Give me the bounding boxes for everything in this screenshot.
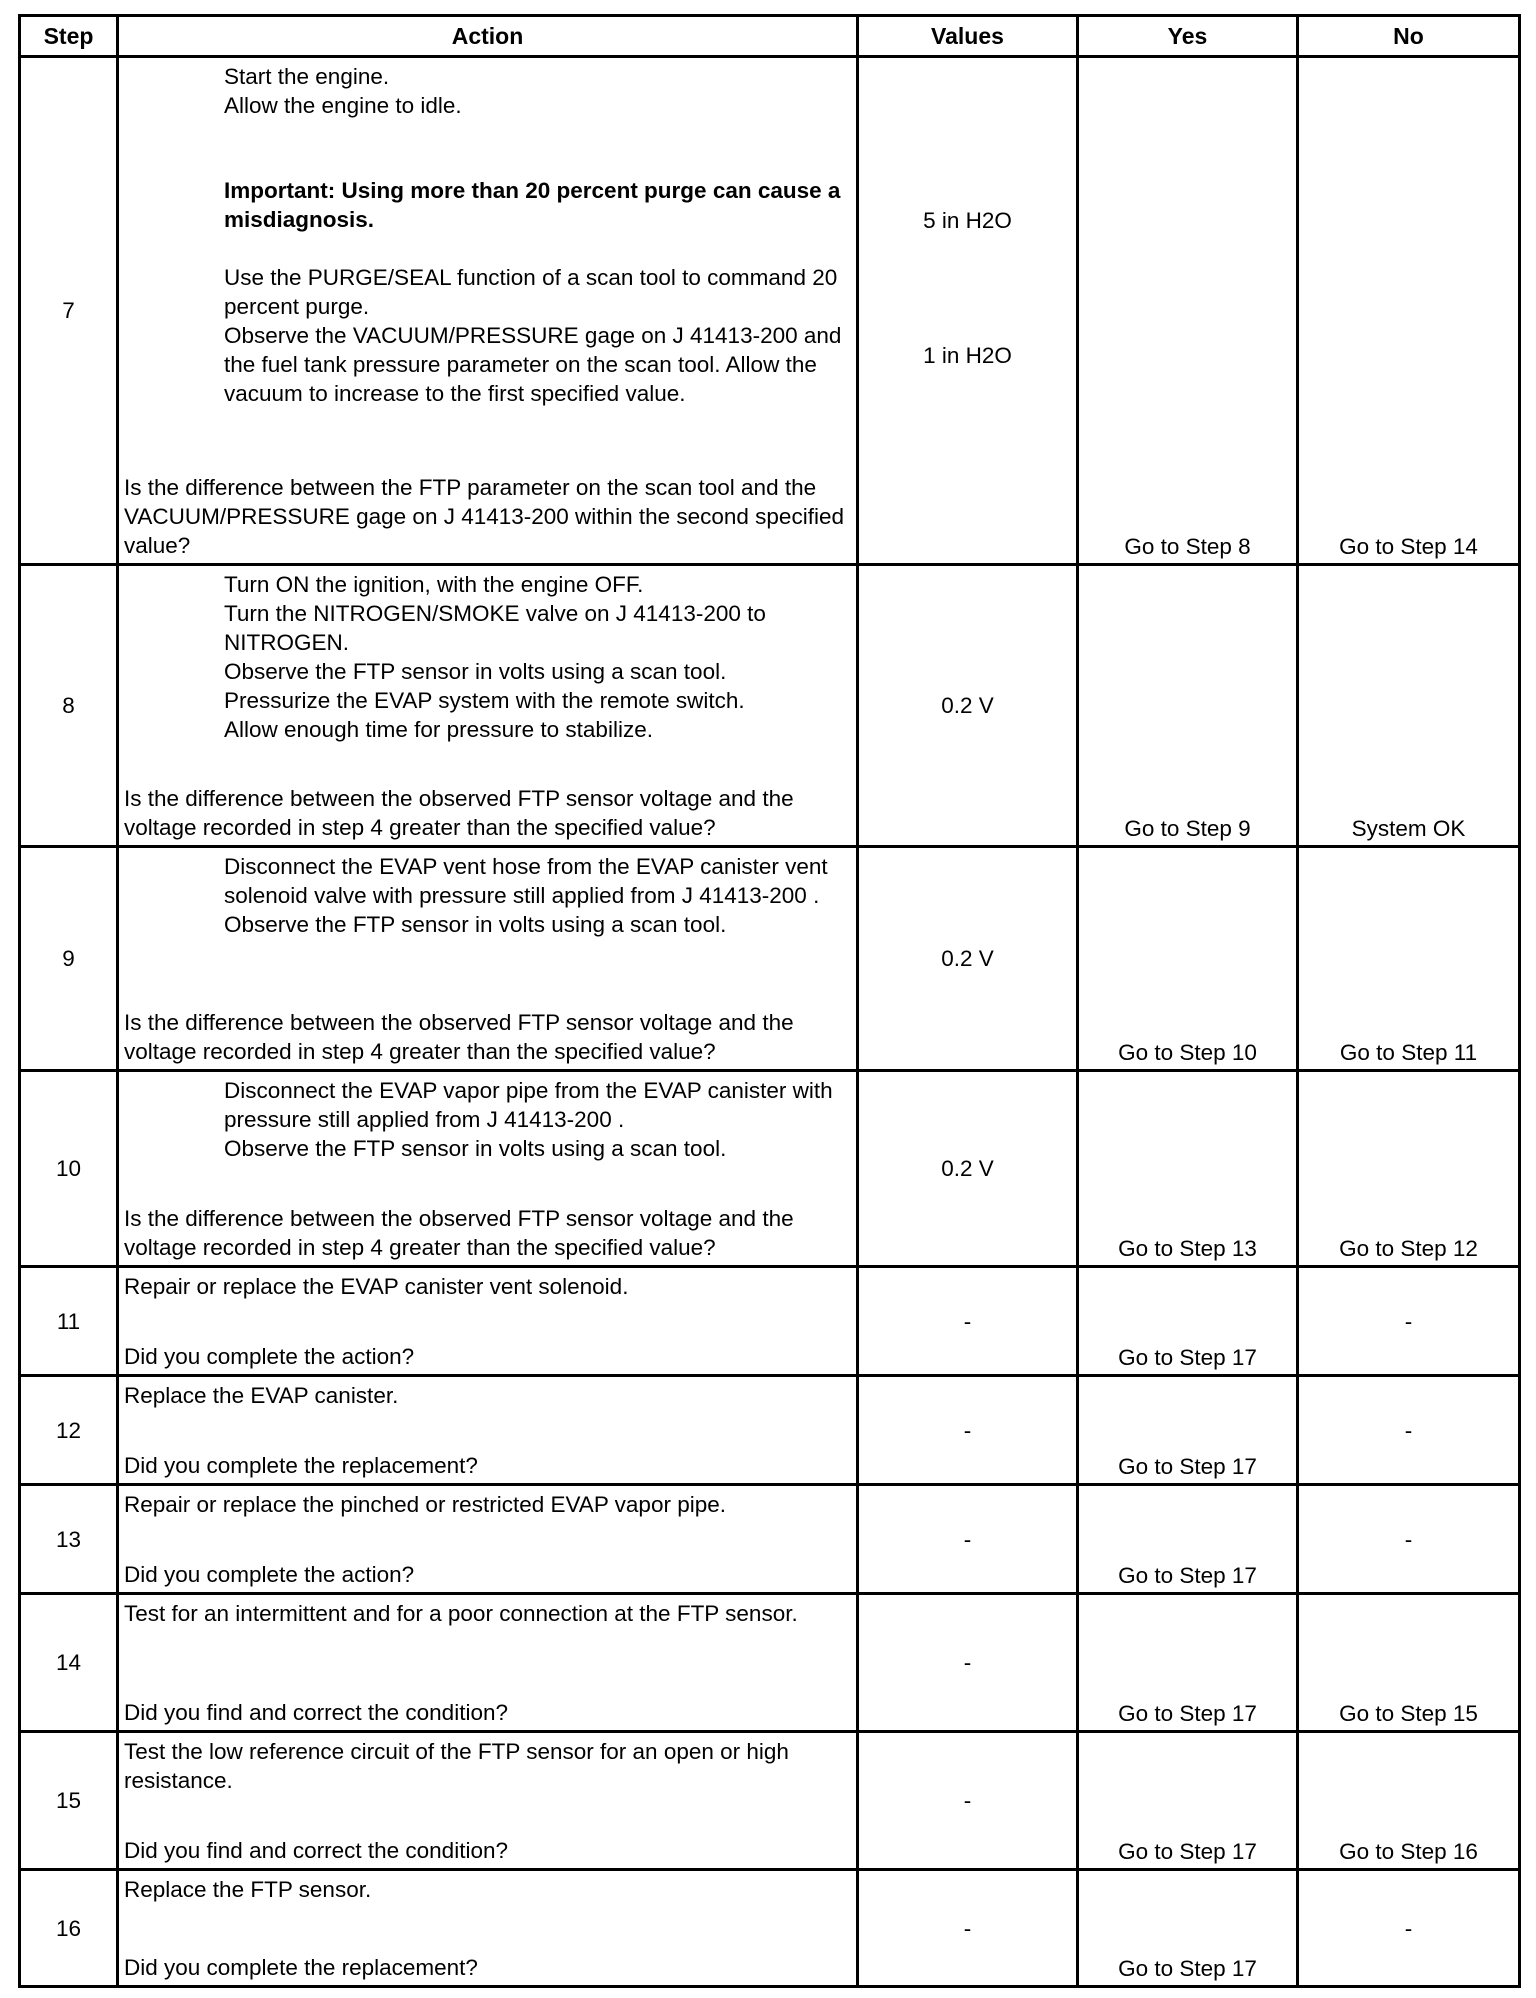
- action-text: Test the low reference circuit of the FTP sensor for an open or high resistance.: [124, 1739, 789, 1793]
- values-cell: [858, 847, 1078, 1071]
- action-line: Observe the VACUUM/PRESSURE gage on J 41413-200 and the fuel tank pressure parameter on the scan tool. Allow the vacuum to increase to the first specified value.: [224, 323, 842, 406]
- yes-cell: [1078, 1267, 1298, 1376]
- table-row: [20, 565, 1520, 847]
- table-row: [20, 1732, 1520, 1870]
- table-row: [20, 1071, 1520, 1267]
- diagnostic-table: [18, 14, 1521, 1988]
- no-answer: -: [1404, 1915, 1413, 1941]
- values-cell: [858, 1732, 1078, 1870]
- no-answer: Go to Step 14: [1339, 534, 1478, 559]
- action-cell: [118, 1485, 858, 1594]
- no-answer: -: [1404, 1308, 1413, 1334]
- action-question: Did you find and correct the condition?: [124, 1838, 508, 1863]
- no-answer: Go to Step 16: [1339, 1839, 1478, 1864]
- action-cell: [118, 1870, 858, 1987]
- table-row: [20, 57, 1520, 565]
- yes-cell: [1078, 1071, 1298, 1267]
- values-cell: [858, 1870, 1078, 1987]
- yes-answer: Go to Step 9: [1124, 816, 1251, 841]
- values-cell: [858, 1267, 1078, 1376]
- table-row: [20, 1485, 1520, 1594]
- step-number: 8: [20, 565, 118, 847]
- action-text: Repair or replace the EVAP canister vent solenoid.: [124, 1274, 629, 1299]
- yes-answer: Go to Step 17: [1118, 1956, 1257, 1981]
- action-line: Allow the engine to idle.: [224, 93, 462, 118]
- no-cell: [1298, 1594, 1520, 1732]
- action-line: Start the engine.: [224, 64, 390, 89]
- action-question: Is the difference between the observed FTP sensor voltage and the voltage recorded in step 4 greater than the specified value?: [124, 786, 794, 840]
- action-line: Observe the FTP sensor in volts using a scan tool.: [224, 1136, 727, 1161]
- step-number: 7: [20, 57, 118, 565]
- action-line: Turn ON the ignition, with the engine OFF.: [224, 572, 644, 597]
- no-cell: [1298, 1267, 1520, 1376]
- action-cell: [118, 57, 858, 565]
- table-row: [20, 1594, 1520, 1732]
- no-cell: [1298, 1376, 1520, 1485]
- yes-answer: Go to Step 17: [1118, 1839, 1257, 1864]
- action-cell: [118, 565, 858, 847]
- no-answer: Go to Step 15: [1339, 1701, 1478, 1726]
- header-action: Action: [118, 16, 858, 57]
- no-answer: -: [1404, 1526, 1413, 1552]
- action-text: Replace the EVAP canister.: [124, 1383, 399, 1408]
- values-cell: [858, 1594, 1078, 1732]
- step-number: 14: [20, 1594, 118, 1732]
- yes-answer: Go to Step 17: [1118, 1454, 1257, 1479]
- values-cell: [858, 565, 1078, 847]
- action-cell: [118, 847, 858, 1071]
- no-cell: [1298, 1870, 1520, 1987]
- step-number: 9: [20, 847, 118, 1071]
- action-line: Pressurize the EVAP system with the remote switch.: [224, 688, 745, 713]
- action-question: Did you complete the replacement?: [124, 1453, 478, 1478]
- header-no: No: [1298, 16, 1520, 57]
- header-values: Values: [858, 16, 1078, 57]
- yes-cell: [1078, 1732, 1298, 1870]
- action-line: Observe the FTP sensor in volts using a scan tool.: [224, 912, 727, 937]
- yes-cell: [1078, 57, 1298, 565]
- no-cell: [1298, 847, 1520, 1071]
- action-line: Use the PURGE/SEAL function of a scan tool to command 20 percent purge.: [224, 265, 838, 319]
- action-cell: [118, 1071, 858, 1267]
- header-yes: Yes: [1078, 16, 1298, 57]
- action-cell: [118, 1376, 858, 1485]
- table-row: [20, 1870, 1520, 1987]
- step-number: 13: [20, 1485, 118, 1594]
- action-question: Did you complete the action?: [124, 1562, 415, 1587]
- action-line: Disconnect the EVAP vapor pipe from the EVAP canister with pressure still applied from J 41413-200 .: [224, 1078, 833, 1132]
- value-text: -: [963, 1650, 972, 1675]
- table-row: [20, 847, 1520, 1071]
- action-line: Observe the FTP sensor in volts using a scan tool.: [224, 659, 727, 684]
- no-cell: [1298, 565, 1520, 847]
- action-line: Disconnect the EVAP vent hose from the EVAP canister vent solenoid valve with pressure still applied from J 41413-200 .: [224, 854, 828, 908]
- action-text: Repair or replace the pinched or restricted EVAP vapor pipe.: [124, 1492, 726, 1517]
- table-row: [20, 1376, 1520, 1485]
- no-answer: Go to Step 11: [1339, 1040, 1478, 1065]
- action-line: Allow enough time for pressure to stabilize.: [224, 717, 653, 742]
- action-cell: [118, 1732, 858, 1870]
- action-text: Replace the FTP sensor.: [124, 1877, 372, 1902]
- yes-cell: [1078, 1376, 1298, 1485]
- value-text: -: [963, 1526, 972, 1552]
- value-text: -: [963, 1417, 972, 1443]
- yes-answer: Go to Step 17: [1118, 1563, 1257, 1588]
- no-answer: Go to Step 12: [1339, 1236, 1478, 1261]
- yes-cell: [1078, 565, 1298, 847]
- value-text: 0.2 V: [941, 1156, 994, 1181]
- value-text: 0.2 V: [941, 693, 994, 718]
- table-row: [20, 1267, 1520, 1376]
- no-answer: -: [1404, 1417, 1413, 1443]
- yes-answer: Go to Step 13: [1118, 1236, 1257, 1261]
- step-number: 16: [20, 1870, 118, 1987]
- yes-answer: Go to Step 10: [1118, 1040, 1257, 1065]
- action-question: Is the difference between the observed FTP sensor voltage and the voltage recorded in step 4 greater than the specified value?: [124, 1010, 794, 1064]
- yes-answer: Go to Step 17: [1118, 1345, 1257, 1370]
- values-cell: [858, 1376, 1078, 1485]
- action-question: Did you find and correct the condition?: [124, 1700, 508, 1725]
- header-row: [20, 16, 1520, 57]
- action-cell: [118, 1594, 858, 1732]
- step-number: 12: [20, 1376, 118, 1485]
- action-question: Is the difference between the FTP parameter on the scan tool and the VACUUM/PRESSURE gage on J 41413-200 within the second specified value?: [124, 475, 844, 558]
- no-cell: [1298, 1732, 1520, 1870]
- action-cell: [118, 1267, 858, 1376]
- value-text: 1 in H2O: [923, 342, 1012, 368]
- value-text: -: [963, 1308, 972, 1334]
- value-text: 5 in H2O: [923, 207, 1012, 233]
- yes-cell: [1078, 1485, 1298, 1594]
- yes-answer: Go to Step 17: [1118, 1701, 1257, 1726]
- value-text: 0.2 V: [941, 946, 994, 971]
- value-text: -: [963, 1788, 972, 1813]
- no-cell: [1298, 57, 1520, 565]
- value-text: -: [963, 1915, 972, 1941]
- important-note: Important: Using more than 20 percent purge can cause a misdiagnosis.: [224, 178, 841, 232]
- values-cell: [858, 1071, 1078, 1267]
- header-step: Step: [20, 16, 118, 57]
- action-question: Is the difference between the observed FTP sensor voltage and the voltage recorded in step 4 greater than the specified value?: [124, 1206, 794, 1260]
- yes-cell: [1078, 847, 1298, 1071]
- yes-cell: [1078, 1594, 1298, 1732]
- action-question: Did you complete the action?: [124, 1344, 415, 1369]
- action-question: Did you complete the replacement?: [124, 1955, 478, 1980]
- step-number: 15: [20, 1732, 118, 1870]
- yes-cell: [1078, 1870, 1298, 1987]
- values-cell: [858, 57, 1078, 565]
- action-line: Turn the NITROGEN/SMOKE valve on J 41413-200 to NITROGEN.: [224, 601, 766, 655]
- step-number: 11: [20, 1267, 118, 1376]
- step-number: 10: [20, 1071, 118, 1267]
- no-cell: [1298, 1485, 1520, 1594]
- action-text: Test for an intermittent and for a poor connection at the FTP sensor.: [124, 1601, 798, 1626]
- no-cell: [1298, 1071, 1520, 1267]
- no-answer: System OK: [1351, 816, 1466, 841]
- values-cell: [858, 1485, 1078, 1594]
- yes-answer: Go to Step 8: [1124, 534, 1251, 559]
